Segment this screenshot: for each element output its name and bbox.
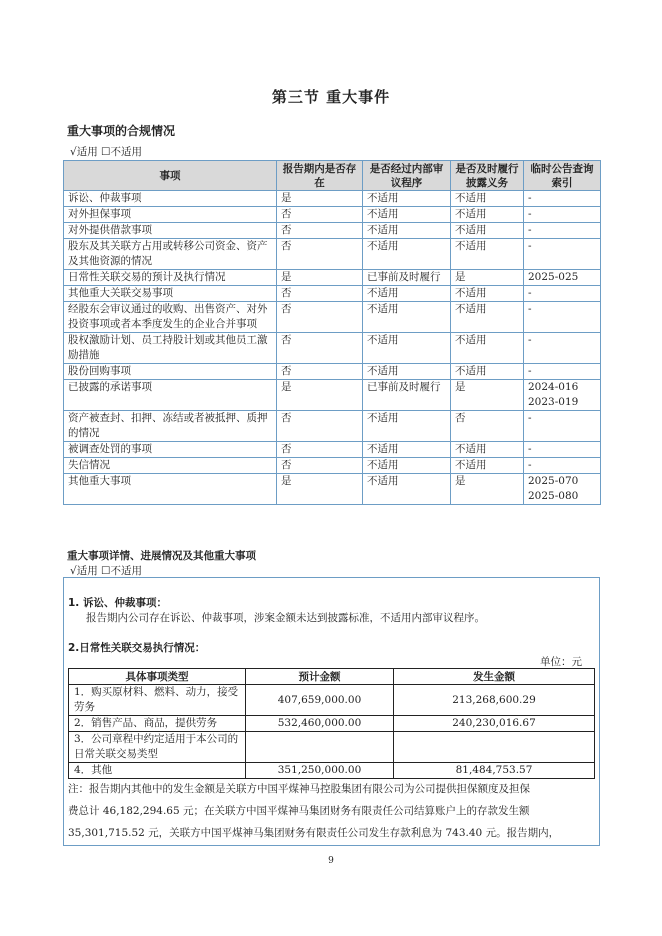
table-cell: 4．其他	[69, 763, 246, 779]
page-number: 9	[328, 856, 334, 866]
table-cell: 是	[451, 474, 524, 505]
table-cell: -	[524, 411, 601, 442]
table-cell: 股份回购事项	[64, 364, 277, 380]
table-cell: 不适用	[363, 302, 451, 333]
table-cell: 否	[277, 442, 363, 458]
table-cell: 351,250,000.00	[246, 763, 394, 779]
table-row	[64, 223, 601, 239]
table-cell: 不适用	[363, 191, 451, 207]
table-cell: 240,230,016.67	[394, 716, 595, 732]
related-transactions-title: 2.日常性关联交易执行情况：	[68, 642, 206, 654]
table-cell: 否	[277, 302, 363, 333]
table-cell: 不适用	[363, 474, 451, 505]
column-header: 发生金额	[394, 669, 595, 685]
table-cell: 失信情况	[64, 458, 277, 474]
table-cell: 不适用	[451, 191, 524, 207]
table-cell: 532,460,000.00	[246, 716, 394, 732]
table-cell: 2．销售产品、商品，提供劳务	[69, 716, 246, 732]
applicable-checkbox-2: √适用 ☐不适用	[70, 565, 142, 577]
table-cell: 不适用	[451, 442, 524, 458]
table-cell: 否	[277, 458, 363, 474]
note-line: 35,301,715.52 元，关联方中国平煤神马集团财务有限责任公司发生存款利息为 743.40 元。报告期内，	[68, 827, 560, 839]
table-row	[64, 270, 601, 286]
table-cell: 已披露的承诺事项	[64, 380, 277, 411]
related-transactions-table	[68, 668, 595, 779]
table-row	[64, 191, 601, 207]
table-row	[69, 732, 595, 763]
table-row	[64, 207, 601, 223]
table-cell: 是	[277, 474, 363, 505]
section-title: 第三节 重大事件	[271, 88, 391, 106]
table-cell: 是	[277, 270, 363, 286]
table-cell: 不适用	[451, 333, 524, 364]
table-cell: 否	[277, 364, 363, 380]
table-cell: -	[524, 458, 601, 474]
table-cell: 不适用	[451, 286, 524, 302]
table-cell: 3．公司章程中约定适用于本公司的日常关联交易类型	[69, 732, 246, 763]
table-cell: 对外提供借款事项	[64, 223, 277, 239]
table-cell: 不适用	[363, 207, 451, 223]
column-header: 预计金额	[246, 669, 394, 685]
note-line: 费总计 46,182,294.65 元；在关联方中国平煤神马集团财务有限责任公司结算账户上的存款发生额	[68, 805, 530, 817]
column-header: 具体事项类型	[69, 669, 246, 685]
table-cell: 不适用	[363, 286, 451, 302]
table-cell: 否	[277, 333, 363, 364]
table-cell: 否	[277, 239, 363, 270]
table-row	[64, 333, 601, 364]
table-cell: 不适用	[363, 239, 451, 270]
table-cell: -	[524, 442, 601, 458]
table-cell: 是	[451, 380, 524, 411]
table-row	[64, 442, 601, 458]
table-cell: 不适用	[451, 239, 524, 270]
table-cell: 1．购买原材料、燃料、动力，接受劳务	[69, 685, 246, 716]
table-cell: 不适用	[451, 364, 524, 380]
table-cell: 股东及其关联方占用或转移公司资金、资产及其他资源的情况	[64, 239, 277, 270]
table-cell: 其他重大关联交易事项	[64, 286, 277, 302]
table-row	[69, 763, 595, 779]
table-cell: 是	[277, 380, 363, 411]
table-cell: -	[524, 191, 601, 207]
table-cell: 日常性关联交易的预计及执行情况	[64, 270, 277, 286]
litigation-title: 1. 诉讼、仲裁事项：	[68, 597, 167, 609]
table-row	[64, 302, 601, 333]
table-cell: 不适用	[363, 458, 451, 474]
details-heading: 重大事项详情、进展情况及其他重大事项	[67, 550, 256, 562]
column-header: 事项	[64, 161, 277, 191]
table-cell	[394, 732, 595, 763]
table-cell: 不适用	[451, 302, 524, 333]
table-cell: 2025-070 2025-080	[524, 474, 601, 505]
table-row	[69, 716, 595, 732]
table-cell	[246, 732, 394, 763]
table-row	[64, 411, 601, 442]
table-cell: 否	[277, 411, 363, 442]
applicable-checkbox: √适用 ☐不适用	[70, 146, 142, 158]
note-text	[68, 778, 598, 844]
table-cell: 不适用	[363, 223, 451, 239]
column-header: 是否经过内部审议程序	[363, 161, 451, 191]
column-header: 是否及时履行披露义务	[451, 161, 524, 191]
table-cell: -	[524, 364, 601, 380]
table-cell: 对外担保事项	[64, 207, 277, 223]
table-cell: 已事前及时履行	[363, 380, 451, 411]
table-cell: 是	[277, 191, 363, 207]
table-cell: 股权激励计划、员工持股计划或其他员工激励措施	[64, 333, 277, 364]
table-row	[64, 286, 601, 302]
table-cell: 407,659,000.00	[246, 685, 394, 716]
table-cell: 2025-025	[524, 270, 601, 286]
table-cell: 诉讼、仲裁事项	[64, 191, 277, 207]
litigation-text: 报告期内公司存在诉讼、仲裁事项，涉案金额未达到披露标准，不适用内部审议程序。	[86, 612, 485, 624]
unit-label: 单位：元	[540, 656, 582, 668]
table-row	[64, 380, 601, 411]
table-cell: 已事前及时履行	[363, 270, 451, 286]
table-cell: 81,484,753.57	[394, 763, 595, 779]
table-cell: 被调查处罚的事项	[64, 442, 277, 458]
table-cell: 否	[277, 223, 363, 239]
table-row	[64, 458, 601, 474]
table-cell: -	[524, 333, 601, 364]
table-cell: 2024-016 2023-019	[524, 380, 601, 411]
table-row	[64, 239, 601, 270]
table-cell: 否	[277, 286, 363, 302]
table-cell: 不适用	[451, 223, 524, 239]
note-line: 注：报告期内其他中的发生金额是关联方中国平煤神马控股集团有限公司为公司提供担保额度及担保	[68, 783, 530, 795]
column-header: 报告期内是否存在	[277, 161, 363, 191]
table-cell: 不适用	[363, 333, 451, 364]
table-cell: -	[524, 286, 601, 302]
table-cell: -	[524, 223, 601, 239]
table-cell: 不适用	[363, 364, 451, 380]
table-cell: 否	[277, 207, 363, 223]
table-cell: 是	[451, 270, 524, 286]
table-cell: 213,268,600.29	[394, 685, 595, 716]
table-cell: -	[524, 207, 601, 223]
table-cell: -	[524, 239, 601, 270]
compliance-heading: 重大事项的合规情况	[67, 124, 176, 138]
table-cell: 否	[451, 411, 524, 442]
table-cell: 不适用	[363, 411, 451, 442]
table-row	[69, 685, 595, 716]
table-cell: 不适用	[363, 442, 451, 458]
table-cell: 其他重大事项	[64, 474, 277, 505]
table-cell: 不适用	[451, 207, 524, 223]
table-row	[64, 474, 601, 505]
table-cell: 资产被查封、扣押、冻结或者被抵押、质押的情况	[64, 411, 277, 442]
table-cell: 不适用	[451, 458, 524, 474]
table-cell: 经股东会审议通过的收购、出售资产、对外投资事项或者本季度发生的企业合并事项	[64, 302, 277, 333]
compliance-table	[63, 160, 601, 505]
table-row	[64, 364, 601, 380]
column-header: 临时公告查询索引	[524, 161, 601, 191]
table-cell: -	[524, 302, 601, 333]
